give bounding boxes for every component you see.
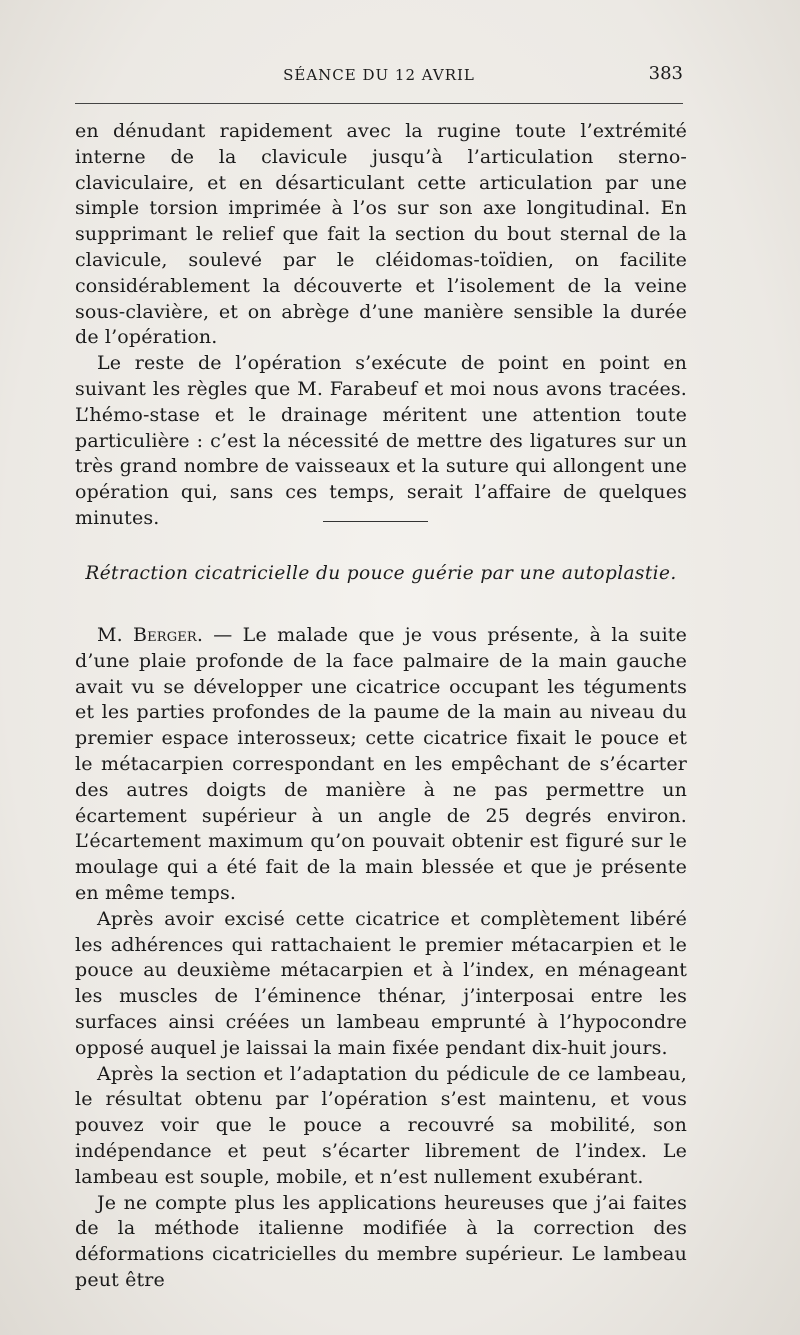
header-rule: [75, 103, 683, 104]
section-2-paragraph-1-body: — Le malade que je vous présente, à la suite d’une plaie profonde de la face palmaire de la main gauche avait vu se développer une cicatrice occupant les téguments et les parties profondes de la paume de la main au niveau du premier espace interosseux; cette cicatrice fixait le pouce et le métacarpien correspondant en les empêchant de s’écarter des autres doigts de manière à ne pas permettre un écartement supérieur à un angle de 25 degrés environ. L’écartement maximum qu’on pouvait obtenir est figuré sur le moulage qui a été fait de la main blessée et que je présente en même temps.: [75, 624, 687, 904]
speaker-name: M. Berger.: [97, 624, 204, 646]
section-1-paragraph-1: en dénudant rapidement avec la rugine toute l’extrémité interne de la clavicule jusqu’à l’articulation sterno-claviculaire, et en désarticulant cette articulation par une simple torsion imprimée à l’os sur son axe longitudinal. En supprimant le relief que fait la section du bout sternal de la clavicule, soulevé par le cléidomas-toïdien, on facilite considérablement la découverte et l’isolement de la veine sous-clavière, et on abrège d’une manière sensible la durée de l’opération.: [75, 120, 687, 349]
section-divider: [323, 521, 428, 522]
section-title: Rétraction cicatricielle du pouce guérie par une autoplastie.: [85, 563, 677, 584]
section-2-paragraph-3: Après la section et l’adaptation du pédicule de ce lambeau, le résultat obtenu par l’opération s’est maintenu, et vous pouvez voir que le pouce a recouvré sa mobilité, son indépendance et peut s’écarter librement de l’index. Le lambeau est souple, mobile, et n’est nullement exubérant.: [75, 1062, 687, 1188]
section-2-paragraph-2: Après avoir excisé cette cicatrice et complètement libéré les adhérences qui rattachaient le premier métacarpien et le pouce au deuxième métacarpien et à l’index, en ménageant les muscles de l’éminence thénar, j’interposai entre les surfaces ainsi créées un lambeau emprunté à l’hypocondre opposé auquel je laissai la main fixée pendant dix-huit jours.: [75, 907, 687, 1059]
page-number: 383: [648, 63, 683, 84]
running-title: SÉANCE DU 12 AVRIL: [283, 66, 475, 84]
section-2-text: [75, 623, 687, 1294]
section-2-paragraph-1: [75, 623, 687, 907]
section-1-paragraph-2: Le reste de l’opération s’exécute de point en point en suivant les règles que M. Farabeuf et moi nous avons tracées. L’hémo-stase et le drainage méritent une attention toute particulière : c’est la nécessité de mettre des ligatures sur un très grand nombre de vaisseaux et la suture qui allongent une opération qui, sans ces temps, serait l’affaire de quelques minutes.: [75, 352, 687, 529]
page-header: [75, 63, 683, 94]
section-1-text: [75, 119, 687, 532]
section-2-paragraph-4: Je ne compte plus les applications heureuses que j’ai faites de la méthode italienne modifiée à la correction des déformations cicatricielles du membre supérieur. Le lambeau peut être: [75, 1191, 687, 1291]
